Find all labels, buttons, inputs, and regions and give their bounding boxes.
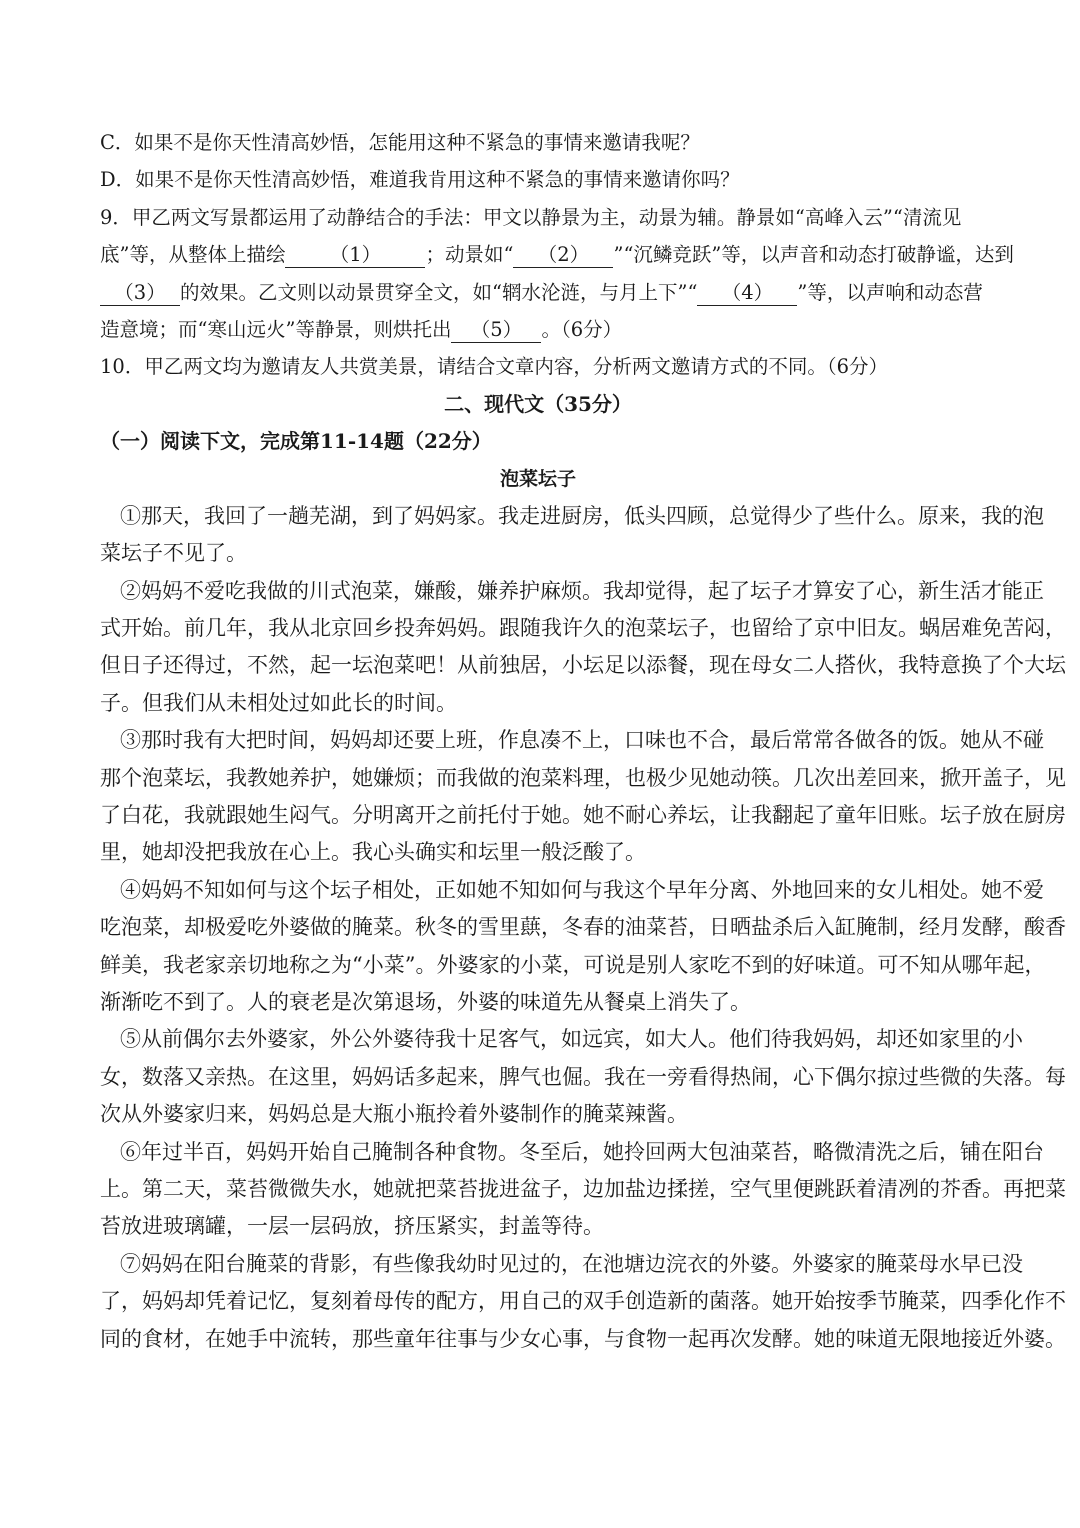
paragraph-2-line: 子。但我们从未相处过如此长的时间。 xyxy=(100,690,457,715)
paragraph-4-line: ④妈妈不知如何与这个坛子相处，正如她不知如何与我这个早年分离、外地回来的女儿相处。她不爱 xyxy=(120,877,1044,902)
option-d: D．如果不是你天性清高妙悟，难道我肯用这种不紧急的事情来邀请你吗？ xyxy=(100,168,740,192)
section-title: 二、现代文（35分） xyxy=(444,391,632,416)
exam-page xyxy=(100,124,1066,1358)
paragraph-4-line: 渐渐吃不到了。人的衰老是次第退场，外婆的味道先从餐桌上消失了。 xyxy=(100,989,751,1014)
text: ”等，以声响和动态营 xyxy=(797,280,983,304)
paragraph-4-line: 吃泡菜，却极爱吃外婆做的腌菜。秋冬的雪里蕻，冬春的油菜苔，日晒盐杀后入缸腌制，经月发酵，酸香 xyxy=(100,915,1066,940)
blank-5: （5） xyxy=(451,318,541,343)
question-10: 10．甲乙两文均为邀请友人共赏美景，请结合文章内容，分析两文邀请方式的不同。（6分） xyxy=(100,355,888,379)
paragraph-2-line: ②妈妈不爱吃我做的川式泡菜，嫌酸，嫌养护麻烦。我却觉得，起了坛子才算安了心，新生活才能正 xyxy=(120,578,1044,603)
text: 的效果。乙文则以动景贯穿全文，如“辋水沦涟，与月上下”“ xyxy=(180,280,698,304)
text: 底”等，从整体上描绘 xyxy=(100,243,286,267)
option-c: C．如果不是你天性清高妙悟，怎能用这种不紧急的事情来邀请我呢？ xyxy=(100,131,700,154)
passage-title: 泡菜坛子 xyxy=(499,467,576,490)
paragraph-3-line: 了白花，我就跟她生闷气。分明离开之前托付于她。她不耐心养坛，让我翻起了童年旧账。坛子放在厨房 xyxy=(100,803,1066,828)
text: ”“沉鳞竞跃”等，以声音和动态打破静谧，达到 xyxy=(613,243,1014,267)
paragraph-6-line: 上。第二天，菜苔微微失水，她就把菜苔拢进盆子，边加盐边揉搓，空气里便跳跃着清冽的芥香。再把菜 xyxy=(100,1176,1066,1201)
blank-3: （3） xyxy=(100,281,180,306)
paragraph-2-line: 但日子还得过，不然，起一坛泡菜吧！从前独居，小坛足以添餐，现在母女二人搭伙，我特意换了个大坛 xyxy=(100,653,1066,678)
text: 造意境；而“寒山远火”等静景，则烘托出 xyxy=(100,317,452,341)
paragraph-5-line: ⑤从前偶尔去外婆家，外公外婆待我十足客气，如远宾，如大人。他们待我妈妈，却还如家里的小 xyxy=(120,1027,1023,1052)
text: ；动景如“ xyxy=(425,243,514,267)
blank-2: （2） xyxy=(513,243,613,268)
paragraph-3-line: 里，她却没把我放在心上。我心头确实和坛里一般泛酸了。 xyxy=(100,840,646,865)
paragraph-2-line: 式开始。前几年，我从北京回乡投奔妈妈。跟随我许久的泡菜坛子，也留给了京中旧友。蜗居难免苦闷， xyxy=(100,616,1066,641)
paragraph-4-line: 鲜美，我老家亲切地称之为“小菜”。外婆家的小菜，可说是别人家吃不到的好味道。可不知从哪年起， xyxy=(100,952,1046,977)
paragraph-3-line: 那个泡菜坛，我教她养护，她嫌烦；而我做的泡菜料理，也极少见她动筷。几次出差回来，掀开盖子，见 xyxy=(100,765,1066,790)
paragraph-6-line: ⑥年过半百，妈妈开始自己腌制各种食物。冬至后，她拎回两大包油菜苔，略微清洗之后，铺在阳台 xyxy=(120,1139,1044,1164)
paragraph-1-line: 菜坛子不见了。 xyxy=(100,541,247,566)
question-9-line-4 xyxy=(100,311,976,348)
paragraph-1-line: ①那天，我回了一趟芜湖，到了妈妈家。我走进厨房，低头四顾，总觉得少了些什么。原来，我的泡 xyxy=(120,503,1044,528)
paragraph-7-line: ⑦妈妈在阳台腌菜的背影，有些像我幼时见过的，在池塘边浣衣的外婆。外婆家的腌菜母水早已没 xyxy=(120,1251,1023,1276)
paragraph-5-line: 女，数落又亲热。在这里，妈妈话多起来，脾气也倔。我在一旁看得热闹，心下偶尔掠过些微的失落。每 xyxy=(100,1064,1066,1089)
paragraph-7-line: 同的食材，在她手中流转，那些童年往事与少女心事，与食物一起再次发酵。她的味道无限地接近外婆。 xyxy=(100,1326,1066,1351)
paragraph-5-line: 次从外婆家归来，妈妈总是大瓶小瓶拎着外婆制作的腌菜辣酱。 xyxy=(100,1102,688,1127)
question-9-line-2 xyxy=(100,236,1014,273)
question-9-line-3 xyxy=(100,274,983,311)
paragraph-6-line: 苔放进玻璃罐，一层一层码放，挤压紧实，封盖等待。 xyxy=(100,1214,604,1239)
blank-1: （1） xyxy=(285,243,425,268)
question-9-line-1: 9．甲乙两文写景都运用了动静结合的手法：甲文以静景为主，动景为辅。静景如“高峰入云”“清流见 xyxy=(100,205,962,229)
text: 。（6分） xyxy=(541,317,623,341)
passage-body xyxy=(100,498,1066,1358)
blank-4: （4） xyxy=(697,281,797,306)
paragraph-7-line: 了，妈妈却凭着记忆，复刻着母传的配方，用自己的双手创造新的菌落。她开始按季节腌菜，四季化作不 xyxy=(100,1289,1066,1314)
paragraph-3-line: ③那时我有大把时间，妈妈却还要上班，作息凑不上，口味也不合，最后常常各做各的饭。她从不碰 xyxy=(120,728,1044,753)
subsection-title: （一）阅读下文，完成第11-14题（22分） xyxy=(100,429,492,454)
